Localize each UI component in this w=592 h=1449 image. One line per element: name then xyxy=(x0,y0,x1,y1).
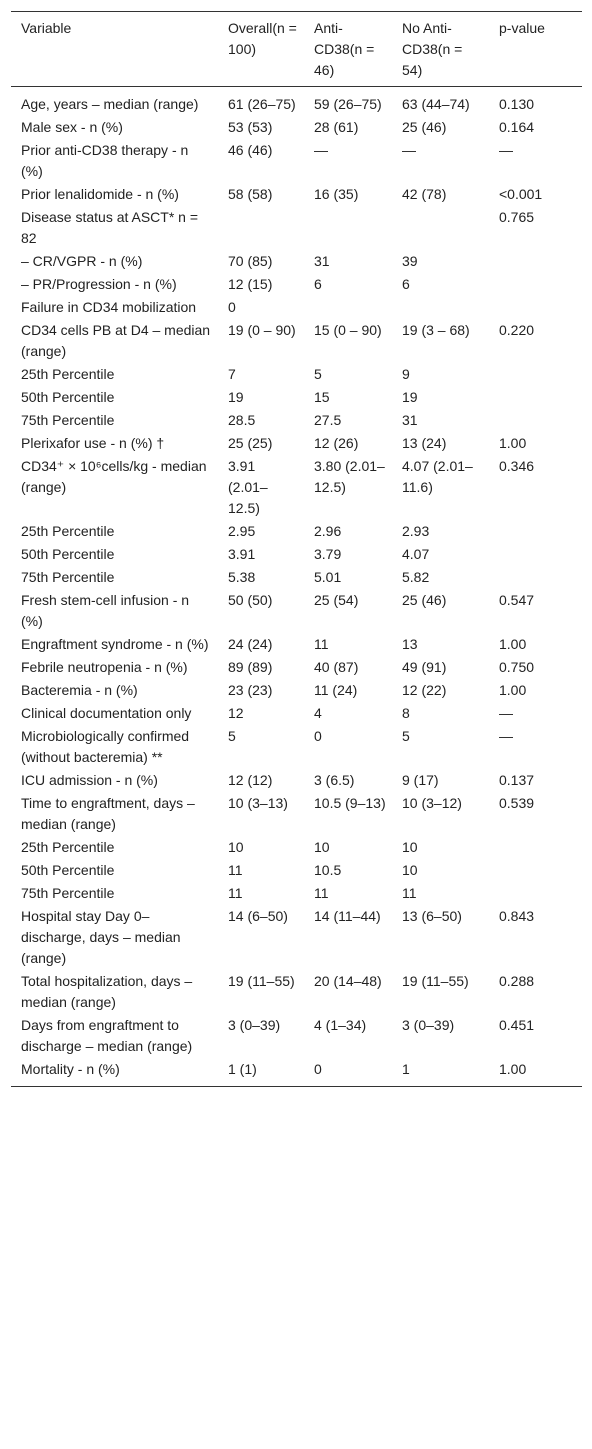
table-row xyxy=(11,726,582,770)
table-row xyxy=(11,521,582,544)
cell-anti-cd38: 2.96 xyxy=(314,523,342,539)
cell-no-anti-cd38: 1 xyxy=(402,1061,410,1077)
cell-p-value: <0.001 xyxy=(499,186,543,202)
cell-p-value: 0.539 xyxy=(499,795,535,811)
cell-no-anti-cd38: 13 (6–50) xyxy=(402,908,462,924)
cell-no-anti-cd38: 9 xyxy=(402,366,410,382)
table-row xyxy=(11,860,582,883)
cell-p-value xyxy=(489,297,582,320)
cell-anti-cd38: 6 xyxy=(314,276,322,292)
cell-overall: 24 (24) xyxy=(228,636,273,652)
table-row xyxy=(11,770,582,793)
cell-overall: 3 (0–39) xyxy=(228,1017,281,1033)
cell-anti-cd38: 12 (26) xyxy=(314,435,359,451)
cell-overall xyxy=(218,207,304,251)
cell-variable: Prior lenalidomide - n (%) xyxy=(21,186,179,202)
cell-overall: 10 (3–13) xyxy=(228,795,288,811)
cell-no-anti-cd38: 31 xyxy=(402,412,418,428)
table-row xyxy=(11,117,582,140)
table-row xyxy=(11,251,582,274)
cell-overall: 19 xyxy=(228,389,244,405)
cell-no-anti-cd38: 25 (46) xyxy=(402,119,447,135)
cell-anti-cd38: 20 (14–48) xyxy=(314,973,382,989)
cell-anti-cd38: 3.80 (2.01–12.5) xyxy=(314,458,385,495)
cell-variable: 75th Percentile xyxy=(21,885,115,901)
cell-overall: 28.5 xyxy=(228,412,256,428)
cell-no-anti-cd38: 12 (22) xyxy=(402,682,447,698)
cell-anti-cd38: 16 (35) xyxy=(314,186,359,202)
cell-overall: 19 (0 – 90) xyxy=(228,322,296,338)
cell-overall: 10 xyxy=(228,839,244,855)
cell-no-anti-cd38: 4.07 xyxy=(402,546,430,562)
table-row xyxy=(11,567,582,590)
table-row xyxy=(11,590,582,634)
cell-variable: – CR/VGPR - n (%) xyxy=(21,253,143,269)
cell-no-anti-cd38: 5.82 xyxy=(402,569,430,585)
table-row xyxy=(11,274,582,297)
table-row xyxy=(11,837,582,860)
cell-overall: 61 (26–75) xyxy=(228,96,296,112)
cell-anti-cd38: 3.79 xyxy=(314,546,342,562)
cell-no-anti-cd38: 39 xyxy=(402,253,418,269)
cell-p-value xyxy=(489,860,582,883)
cell-p-value xyxy=(489,410,582,433)
cell-overall: 53 (53) xyxy=(228,119,273,135)
cell-overall: 12 (15) xyxy=(228,276,273,292)
cell-no-anti-cd38: 11 xyxy=(402,885,417,901)
cell-overall: 12 (12) xyxy=(228,772,273,788)
cell-overall: 89 (89) xyxy=(228,659,273,675)
cell-no-anti-cd38: 25 (46) xyxy=(402,592,447,608)
cell-anti-cd38: 10.5 (9–13) xyxy=(314,795,386,811)
table-row xyxy=(11,793,582,837)
cell-variable: 75th Percentile xyxy=(21,569,115,585)
cell-no-anti-cd38: — xyxy=(402,142,416,158)
table-row xyxy=(11,657,582,680)
cell-no-anti-cd38: 42 (78) xyxy=(402,186,447,202)
cell-variable: Time to engraftment, days – median (range) xyxy=(21,795,195,832)
cell-overall: 7 xyxy=(228,366,236,382)
cell-anti-cd38: 0 xyxy=(314,728,322,744)
table-row xyxy=(11,184,582,207)
cell-overall: 5.38 xyxy=(228,569,256,585)
cell-variable: Days from engraftment to discharge – median (range) xyxy=(21,1017,193,1054)
cell-p-value: 1.00 xyxy=(499,1061,527,1077)
cell-overall: 50 (50) xyxy=(228,592,273,608)
cell-variable: Febrile neutropenia - n (%) xyxy=(21,659,188,675)
cell-p-value xyxy=(489,521,582,544)
cell-overall: 14 (6–50) xyxy=(228,908,288,924)
cell-no-anti-cd38: 49 (91) xyxy=(402,659,447,675)
cell-p-value: 1.00 xyxy=(499,435,527,451)
cell-variable: CD34⁺ × 10⁶cells/kg - median (range) xyxy=(21,458,207,495)
cell-variable: Engraftment syndrome - n (%) xyxy=(21,636,209,652)
cell-anti-cd38: 4 xyxy=(314,705,322,721)
cell-anti-cd38 xyxy=(304,297,392,320)
cell-no-anti-cd38: 63 (44–74) xyxy=(402,96,470,112)
cell-overall: 12 xyxy=(228,705,244,721)
cell-overall: 19 (11–55) xyxy=(228,973,295,989)
cell-p-value: 0.288 xyxy=(499,973,535,989)
table-row xyxy=(11,971,582,1015)
cell-p-value: 0.346 xyxy=(499,458,535,474)
cell-no-anti-cd38: 3 (0–39) xyxy=(402,1017,455,1033)
cell-anti-cd38: 15 xyxy=(314,389,330,405)
cell-overall: 11 xyxy=(228,885,243,901)
cell-p-value: 0.451 xyxy=(499,1017,535,1033)
cell-p-value: 0.137 xyxy=(499,772,535,788)
cell-no-anti-cd38: 19 (3 – 68) xyxy=(402,322,470,338)
cell-variable: Plerixafor use - n (%) † xyxy=(21,435,165,451)
cell-p-value: — xyxy=(499,705,513,721)
table-row xyxy=(11,364,582,387)
table-row xyxy=(11,410,582,433)
cell-no-anti-cd38: 19 xyxy=(402,389,418,405)
cell-p-value xyxy=(489,251,582,274)
cell-variable: Hospital stay Day 0–discharge, days – median (range) xyxy=(21,908,181,966)
cell-p-value: 0.843 xyxy=(499,908,535,924)
cell-overall: 70 (85) xyxy=(228,253,273,269)
cell-variable: Age, years – median (range) xyxy=(21,96,199,112)
cell-variable: Failure in CD34 mobilization xyxy=(21,299,197,315)
table-row xyxy=(11,387,582,410)
cell-overall: 2.95 xyxy=(228,523,256,539)
cell-variable: Disease status at ASCT* n = 82 xyxy=(21,209,199,246)
cell-p-value: 0.765 xyxy=(499,209,535,225)
header-anti-cd38: Anti-CD38(n = 46) xyxy=(314,20,375,78)
cell-no-anti-cd38: 5 xyxy=(402,728,410,744)
cell-variable: 75th Percentile xyxy=(21,412,115,428)
cell-p-value: 1.00 xyxy=(499,636,527,652)
cell-overall: 58 (58) xyxy=(228,186,273,202)
cell-overall: 23 (23) xyxy=(228,682,273,698)
cell-anti-cd38: 28 (61) xyxy=(314,119,359,135)
cell-anti-cd38: 31 xyxy=(314,253,330,269)
table-row xyxy=(11,207,582,251)
cell-anti-cd38: 5.01 xyxy=(314,569,342,585)
cell-p-value xyxy=(489,387,582,410)
cell-variable: ICU admission - n (%) xyxy=(21,772,158,788)
cell-p-value xyxy=(489,837,582,860)
cell-no-anti-cd38: 6 xyxy=(402,276,410,292)
cell-no-anti-cd38: 4.07 (2.01–11.6) xyxy=(402,458,473,495)
cell-anti-cd38: 4 (1–34) xyxy=(314,1017,367,1033)
cell-anti-cd38: 27.5 xyxy=(314,412,342,428)
cell-p-value: 0.164 xyxy=(499,119,535,135)
cell-anti-cd38: 40 (87) xyxy=(314,659,359,675)
cell-anti-cd38 xyxy=(304,207,392,251)
cell-anti-cd38: 14 (11–44) xyxy=(314,908,381,924)
cell-anti-cd38: 59 (26–75) xyxy=(314,96,382,112)
cell-variable: 25th Percentile xyxy=(21,366,115,382)
cell-anti-cd38: 11 xyxy=(314,885,329,901)
header-variable: Variable xyxy=(21,20,72,36)
cell-variable: Total hospitalization, days – median (range) xyxy=(21,973,193,1010)
table-row xyxy=(11,634,582,657)
cell-anti-cd38: 0 xyxy=(314,1061,322,1077)
table-row xyxy=(11,906,582,971)
table-row xyxy=(11,320,582,364)
cell-no-anti-cd38: 10 xyxy=(402,839,418,855)
cell-variable: Male sex - n (%) xyxy=(21,119,123,135)
cell-variable: Bacteremia - n (%) xyxy=(21,682,138,698)
cell-overall: 1 (1) xyxy=(228,1061,257,1077)
header-row xyxy=(11,12,582,87)
cell-variable: 25th Percentile xyxy=(21,839,115,855)
cell-variable: Mortality - n (%) xyxy=(21,1061,120,1077)
table-body xyxy=(11,87,582,1087)
cell-variable: 50th Percentile xyxy=(21,546,115,562)
cell-p-value: — xyxy=(499,728,513,744)
table-row xyxy=(11,544,582,567)
cell-no-anti-cd38: 2.93 xyxy=(402,523,430,539)
header-overall: Overall(n = 100) xyxy=(228,20,297,57)
cell-overall: 46 (46) xyxy=(228,142,273,158)
cell-p-value: 0.547 xyxy=(499,592,535,608)
cell-variable: Prior anti-CD38 therapy - n (%) xyxy=(21,142,189,179)
cell-no-anti-cd38: 10 (3–12) xyxy=(402,795,462,811)
table-row xyxy=(11,433,582,456)
cell-anti-cd38: 11 xyxy=(314,636,329,652)
cell-variable: – PR/Progression - n (%) xyxy=(21,276,177,292)
cell-anti-cd38: 15 (0 – 90) xyxy=(314,322,382,338)
cell-p-value xyxy=(489,364,582,387)
cell-variable: Clinical documentation only xyxy=(21,705,192,721)
cell-variable: 25th Percentile xyxy=(21,523,115,539)
cell-anti-cd38: 3 (6.5) xyxy=(314,772,355,788)
cell-p-value xyxy=(489,567,582,590)
cell-p-value: 0.750 xyxy=(499,659,535,675)
table-row xyxy=(11,456,582,521)
cell-p-value: 1.00 xyxy=(499,682,527,698)
cell-variable: 50th Percentile xyxy=(21,389,115,405)
cell-overall: 0 xyxy=(228,299,236,315)
cell-overall: 25 (25) xyxy=(228,435,273,451)
cell-variable: Microbiologically confirmed (without bacteremia) ** xyxy=(21,728,190,765)
cell-variable: CD34 cells PB at D4 – median (range) xyxy=(21,322,211,359)
table-row xyxy=(11,87,582,118)
cell-no-anti-cd38: 13 (24) xyxy=(402,435,447,451)
cell-p-value: — xyxy=(499,142,513,158)
header-no-anti-cd38: No Anti-CD38(n = 54) xyxy=(402,20,463,78)
cell-no-anti-cd38: 13 xyxy=(402,636,418,652)
cell-no-anti-cd38 xyxy=(392,297,489,320)
cell-overall: 11 xyxy=(228,862,243,878)
cell-no-anti-cd38: 19 (11–55) xyxy=(402,973,469,989)
cell-anti-cd38: 5 xyxy=(314,366,322,382)
table-row xyxy=(11,1059,582,1087)
results-table-container xyxy=(11,11,582,1087)
header-p-value: p-value xyxy=(499,20,545,36)
cell-anti-cd38: 10 xyxy=(314,839,330,855)
cell-p-value: 0.130 xyxy=(499,96,535,112)
table-row xyxy=(11,883,582,906)
table-row xyxy=(11,703,582,726)
cell-p-value: 0.220 xyxy=(499,322,535,338)
cell-p-value xyxy=(489,883,582,906)
cell-overall: 5 xyxy=(228,728,236,744)
cell-anti-cd38: 25 (54) xyxy=(314,592,359,608)
cell-anti-cd38: 11 (24) xyxy=(314,682,358,698)
cell-no-anti-cd38: 10 xyxy=(402,862,418,878)
cell-no-anti-cd38 xyxy=(392,207,489,251)
cell-p-value xyxy=(489,544,582,567)
cell-variable: Fresh stem-cell infusion - n (%) xyxy=(21,592,190,629)
cell-overall: 3.91 (2.01–12.5) xyxy=(228,458,268,516)
table-row xyxy=(11,680,582,703)
table-header xyxy=(11,12,582,87)
cell-variable: 50th Percentile xyxy=(21,862,115,878)
results-table xyxy=(11,11,582,1087)
cell-overall: 3.91 xyxy=(228,546,256,562)
cell-anti-cd38: 10.5 xyxy=(314,862,342,878)
cell-p-value xyxy=(489,274,582,297)
table-row xyxy=(11,140,582,184)
table-row xyxy=(11,297,582,320)
table-row xyxy=(11,1015,582,1059)
cell-no-anti-cd38: 8 xyxy=(402,705,410,721)
cell-anti-cd38: — xyxy=(314,142,328,158)
cell-no-anti-cd38: 9 (17) xyxy=(402,772,439,788)
